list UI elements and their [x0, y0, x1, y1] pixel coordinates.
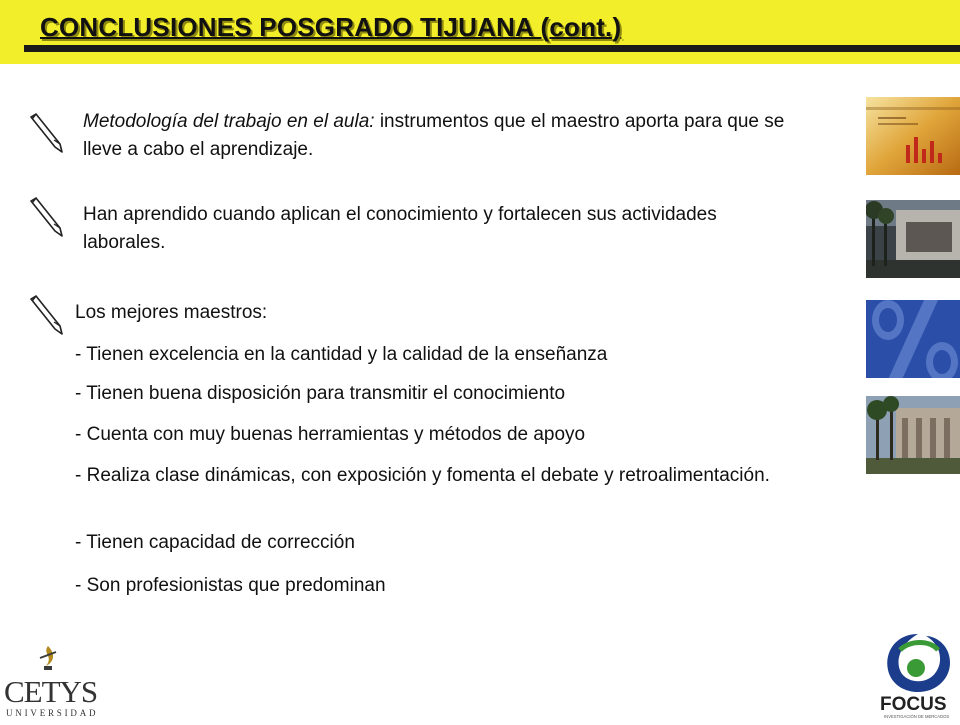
bullet-methodology-lead: Metodología del trabajo en el aula: [83, 111, 375, 132]
pen-bullet-icon [30, 110, 66, 154]
focus-logo [876, 630, 960, 720]
slide-title: CONCLUSIONES POSGRADO TIJUANA (cont.) [40, 12, 622, 42]
photo-documents-chart [866, 97, 960, 175]
list-item: - Tienen capacidad de corrección [75, 532, 355, 553]
list-item: - Cuenta con muy buenas herramientas y métodos de apoyo [75, 424, 586, 445]
list-item: - Son profesionistas que predominan [75, 575, 386, 596]
cetys-logo-subtext: UNIVERSIDAD [6, 708, 99, 718]
best-teachers-intro: Los mejores maestros: [75, 302, 268, 323]
focus-logo-subtext: INVESTIGACIÓN DE MERCADOS [884, 714, 950, 719]
list-item: - Realiza clase dinámicas, con exposición y fomenta el debate y retroalimentación. [75, 465, 770, 486]
pen-bullet-icon [30, 292, 66, 336]
pen-bullet-icon [30, 194, 66, 238]
photo-percent-symbol [866, 300, 960, 378]
photo-palm-trees-campus [866, 396, 960, 474]
title-rule [24, 45, 960, 52]
bullet-methodology [83, 108, 823, 164]
bullet-applied-learning: Han aprendido cuando aplican el conocimiento y fortalecen sus actividades laborales. [83, 204, 717, 253]
list-item: - Tienen excelencia en la cantidad y la calidad de la enseñanza [75, 344, 608, 365]
bullet-methodology-text: instrumentos que el maestro aporta para que se lleve a cabo el aprendizaje. [83, 111, 785, 160]
cetys-logo [2, 640, 102, 720]
list-item: - Tienen buena disposición para transmitir el conocimiento [75, 383, 566, 404]
focus-logo-text: FOCUS [880, 694, 947, 715]
cetys-logo-text: CETYS [4, 674, 98, 709]
photo-campus-building [866, 200, 960, 278]
